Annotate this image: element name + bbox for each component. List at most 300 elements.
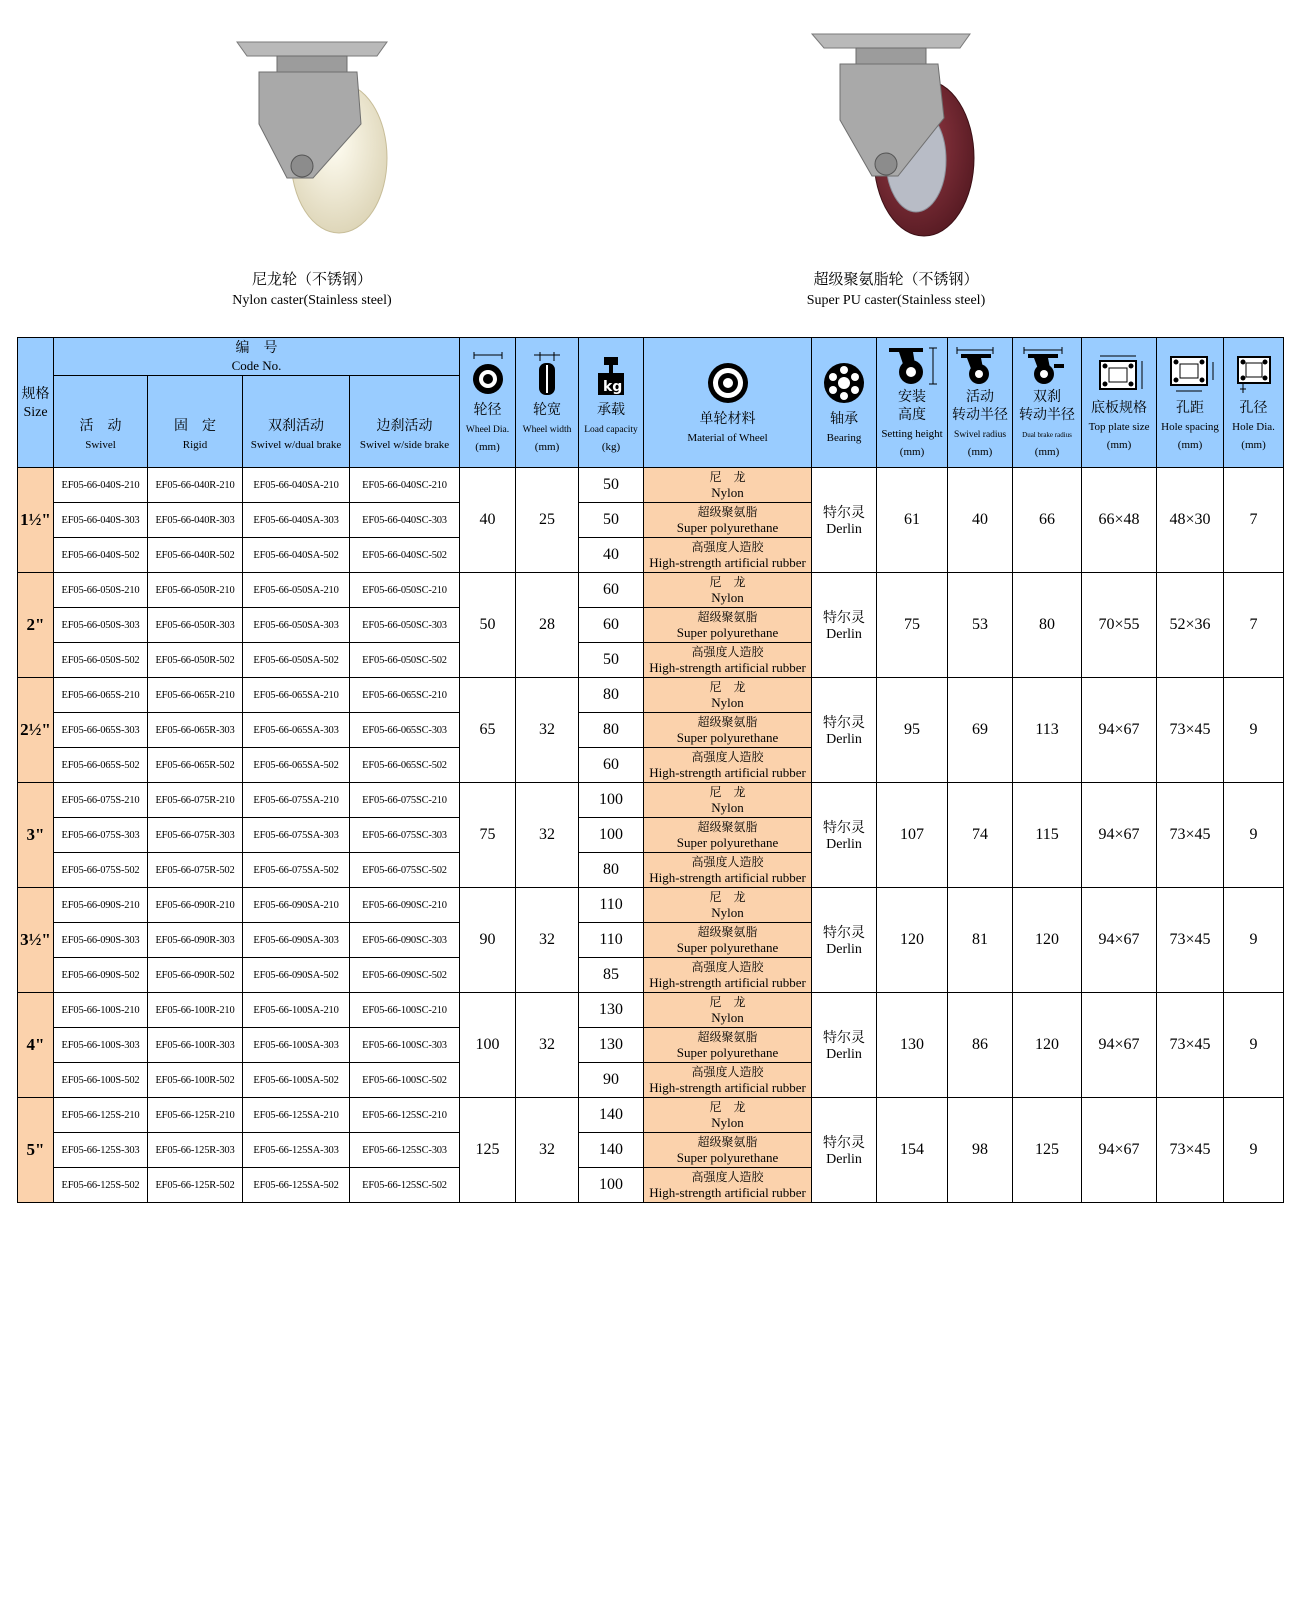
dual-brake-radius-unit: (mm) xyxy=(1034,445,1060,458)
wheel-dia-value: 100 xyxy=(460,993,516,1098)
code-side-brake: EF05-66-065SC-303 xyxy=(350,713,460,748)
table-row xyxy=(18,783,1284,818)
code-rigid: EF05-66-090R-502 xyxy=(148,958,243,993)
code-swivel: EF05-66-090S-502 xyxy=(54,958,148,993)
load-value: 80 xyxy=(579,853,644,888)
setting-height-icon xyxy=(885,346,939,386)
size-cell: 5" xyxy=(18,1098,54,1203)
bearing-en: Derlin xyxy=(826,627,862,642)
material-cn: 超级聚氨脂 xyxy=(697,610,758,624)
wheel-dia-unit: (mm) xyxy=(475,440,500,453)
hole-spacing-icon xyxy=(1163,353,1217,395)
code-rigid: EF05-66-065R-210 xyxy=(148,678,243,713)
setting-height-value: 120 xyxy=(877,888,948,993)
code-dual-brake: EF05-66-100SA-502 xyxy=(243,1063,350,1098)
code-dual-brake: EF05-66-040SA-210 xyxy=(243,468,350,503)
bearing-cell xyxy=(812,678,877,783)
load-value: 100 xyxy=(579,818,644,853)
code-dual-brake: EF05-66-040SA-502 xyxy=(243,538,350,573)
code-swivel: EF05-66-075S-303 xyxy=(54,818,148,853)
load-value: 90 xyxy=(579,1063,644,1098)
header-size-en: Size xyxy=(23,404,48,420)
hole-spacing-value: 73×45 xyxy=(1157,678,1224,783)
spec-body xyxy=(18,468,1284,1203)
bearing-cn: 特尔灵 xyxy=(823,1135,866,1151)
wheel-dia-value: 40 xyxy=(460,468,516,573)
material-cn: 超级聚氨脂 xyxy=(697,1135,758,1149)
code-swivel: EF05-66-050S-303 xyxy=(54,608,148,643)
dual-brake-radius-value: 120 xyxy=(1013,888,1082,993)
top-plate-value: 94×67 xyxy=(1082,888,1157,993)
bearing-cn: 特尔灵 xyxy=(823,1030,866,1046)
header-code-cn: 编 号 xyxy=(235,339,278,356)
material-en: High-strength artificial rubber xyxy=(649,765,806,780)
code-rigid: EF05-66-100R-210 xyxy=(148,993,243,1028)
code-swivel: EF05-66-040S-303 xyxy=(54,503,148,538)
code-side-brake: EF05-66-065SC-502 xyxy=(350,748,460,783)
code-side-brake: EF05-66-100SC-502 xyxy=(350,1063,460,1098)
code-dual-brake: EF05-66-125SA-210 xyxy=(243,1098,350,1133)
size-cell: 3" xyxy=(18,783,54,888)
top-plate-value: 94×67 xyxy=(1082,993,1157,1098)
material-cell xyxy=(644,958,812,993)
load-value: 110 xyxy=(579,923,644,958)
material-cn: 超级聚氨脂 xyxy=(697,1030,758,1044)
load-value: 130 xyxy=(579,1028,644,1063)
load-value: 60 xyxy=(579,748,644,783)
code-rigid: EF05-66-050R-210 xyxy=(148,573,243,608)
code-side-brake: EF05-66-050SC-303 xyxy=(350,608,460,643)
swivel-radius-cn2: 转动半径 xyxy=(952,406,1009,423)
nylon-title-en: Nylon caster(Stainless steel) xyxy=(232,293,392,308)
wheel-dia-icon xyxy=(471,351,505,397)
header-dual-brake xyxy=(243,376,350,468)
table-row xyxy=(18,1098,1284,1133)
material-cell xyxy=(644,468,812,503)
code-rigid: EF05-66-090R-303 xyxy=(148,923,243,958)
swivel-cn: 活 动 xyxy=(79,418,122,434)
load-value: 110 xyxy=(579,888,644,923)
material-cn: 尼 龙 xyxy=(709,785,746,799)
material-cn: 单轮材料 xyxy=(699,410,756,427)
code-dual-brake: EF05-66-040SA-303 xyxy=(243,503,350,538)
load-value: 60 xyxy=(579,573,644,608)
top-plate-cn: 底板规格 xyxy=(1091,399,1148,416)
load-value: 40 xyxy=(579,538,644,573)
wheel-dia-value: 65 xyxy=(460,678,516,783)
load-value: 50 xyxy=(579,643,644,678)
setting-height-value: 107 xyxy=(877,783,948,888)
material-en: Nylon xyxy=(711,590,744,605)
header-top-plate xyxy=(1082,338,1157,468)
pu-title-cn: 超级聚氨脂轮（不锈钢） xyxy=(813,270,979,288)
material-cell xyxy=(644,1028,812,1063)
table-row xyxy=(18,468,1284,503)
code-dual-brake: EF05-66-065SA-502 xyxy=(243,748,350,783)
load-value: 80 xyxy=(579,713,644,748)
swivel-radius-value: 98 xyxy=(948,1098,1013,1203)
size-cell: 1½" xyxy=(18,468,54,573)
top-plate-value: 94×67 xyxy=(1082,1098,1157,1203)
code-swivel: EF05-66-065S-210 xyxy=(54,678,148,713)
material-cn: 高强度人造胶 xyxy=(691,750,764,764)
bearing-cn: 特尔灵 xyxy=(823,820,866,836)
code-side-brake: EF05-66-090SC-210 xyxy=(350,888,460,923)
top-plate-unit: (mm) xyxy=(1106,438,1132,451)
swivel-radius-icon xyxy=(953,346,1007,386)
hole-dia-value: 9 xyxy=(1224,993,1284,1098)
top-plate-value: 94×67 xyxy=(1082,678,1157,783)
hole-dia-value: 9 xyxy=(1224,1098,1284,1203)
code-side-brake: EF05-66-100SC-210 xyxy=(350,993,460,1028)
hole-dia-icon xyxy=(1232,353,1276,395)
code-rigid: EF05-66-040R-502 xyxy=(148,538,243,573)
code-side-brake: EF05-66-100SC-303 xyxy=(350,1028,460,1063)
material-cn: 超级聚氨脂 xyxy=(697,925,758,939)
load-value: 140 xyxy=(579,1133,644,1168)
size-cell: 2½" xyxy=(18,678,54,783)
material-en: High-strength artificial rubber xyxy=(649,975,806,990)
code-side-brake: EF05-66-040SC-502 xyxy=(350,538,460,573)
load-value: 50 xyxy=(579,468,644,503)
setting-height-value: 154 xyxy=(877,1098,948,1203)
load-value: 85 xyxy=(579,958,644,993)
header-rigid xyxy=(148,376,243,468)
bearing-cn: 特尔灵 xyxy=(823,715,866,731)
load-value: 100 xyxy=(579,783,644,818)
code-swivel: EF05-66-040S-502 xyxy=(54,538,148,573)
code-rigid: EF05-66-100R-303 xyxy=(148,1028,243,1063)
code-dual-brake: EF05-66-090SA-303 xyxy=(243,923,350,958)
code-swivel: EF05-66-050S-210 xyxy=(54,573,148,608)
pu-title-en: Super PU caster(Stainless steel) xyxy=(806,293,986,308)
side-brake-cn: 边刹活动 xyxy=(376,418,433,434)
code-rigid: EF05-66-100R-502 xyxy=(148,1063,243,1098)
swivel-radius-unit: (mm) xyxy=(967,445,993,458)
header-code-group xyxy=(54,338,460,376)
wheel-dia-en: Wheel Dia. xyxy=(465,424,510,435)
swivel-radius-en: Swivel radius xyxy=(954,429,1007,440)
header-load xyxy=(579,338,644,468)
swivel-radius-cn1: 活动 xyxy=(966,388,995,405)
material-cell xyxy=(644,608,812,643)
material-cn: 尼 龙 xyxy=(709,995,746,1009)
code-rigid: EF05-66-125R-502 xyxy=(148,1168,243,1203)
code-rigid: EF05-66-075R-502 xyxy=(148,853,243,888)
header-wheel-dia xyxy=(460,338,516,468)
code-side-brake: EF05-66-125SC-210 xyxy=(350,1098,460,1133)
load-value: 140 xyxy=(579,1098,644,1133)
code-swivel: EF05-66-125S-210 xyxy=(54,1098,148,1133)
material-cn: 尼 龙 xyxy=(709,470,746,484)
hole-spacing-value: 73×45 xyxy=(1157,783,1224,888)
material-en: High-strength artificial rubber xyxy=(649,1080,806,1095)
swivel-en: Swivel xyxy=(85,439,116,451)
swivel-radius-value: 81 xyxy=(948,888,1013,993)
material-cn: 高强度人造胶 xyxy=(691,960,764,974)
material-cn: 超级聚氨脂 xyxy=(697,505,758,519)
material-en: Material of Wheel xyxy=(687,431,768,444)
material-en: Nylon xyxy=(711,905,744,920)
material-cn: 高强度人造胶 xyxy=(691,855,764,869)
wheel-width-value: 25 xyxy=(516,468,579,573)
setting-height-cn2: 高度 xyxy=(898,406,927,423)
code-rigid: EF05-66-125R-303 xyxy=(148,1133,243,1168)
code-swivel: EF05-66-065S-502 xyxy=(54,748,148,783)
dual-brake-cn: 双刹活动 xyxy=(268,418,324,434)
wheel-width-icon xyxy=(530,351,564,397)
material-cn: 尼 龙 xyxy=(709,1100,746,1114)
header-swivel xyxy=(54,376,148,468)
material-cell xyxy=(644,573,812,608)
code-dual-brake: EF05-66-065SA-210 xyxy=(243,678,350,713)
material-en: High-strength artificial rubber xyxy=(649,555,806,570)
dual-brake-radius-cn2: 转动半径 xyxy=(1019,406,1076,423)
dual-brake-en: Swivel w/dual brake xyxy=(250,439,342,451)
header-side-brake xyxy=(350,376,460,468)
size-cell: 2" xyxy=(18,573,54,678)
wheel-width-value: 32 xyxy=(516,888,579,993)
material-en: Nylon xyxy=(711,800,744,815)
dual-brake-radius-value: 125 xyxy=(1013,1098,1082,1203)
material-cell xyxy=(644,1098,812,1133)
code-dual-brake: EF05-66-050SA-210 xyxy=(243,573,350,608)
code-side-brake: EF05-66-040SC-210 xyxy=(350,468,460,503)
setting-height-value: 61 xyxy=(877,468,948,573)
code-dual-brake: EF05-66-075SA-502 xyxy=(243,853,350,888)
material-cn: 高强度人造胶 xyxy=(691,1065,764,1079)
bearing-cell xyxy=(812,993,877,1098)
material-en: Super polyurethane xyxy=(676,625,779,640)
top-plate-en: Top plate size xyxy=(1088,420,1150,433)
hole-dia-en: Hole Dia. xyxy=(1232,420,1275,433)
bearing-icon xyxy=(821,360,867,406)
wheel-dia-value: 90 xyxy=(460,888,516,993)
code-side-brake: EF05-66-090SC-502 xyxy=(350,958,460,993)
code-dual-brake: EF05-66-125SA-502 xyxy=(243,1168,350,1203)
hole-spacing-value: 73×45 xyxy=(1157,993,1224,1098)
header-size-cn: 规格 xyxy=(21,385,50,402)
bearing-cn: 特尔灵 xyxy=(823,610,866,626)
code-side-brake: EF05-66-065SC-210 xyxy=(350,678,460,713)
wheel-width-value: 32 xyxy=(516,783,579,888)
nylon-caster-photo xyxy=(102,28,522,248)
swivel-radius-value: 86 xyxy=(948,993,1013,1098)
code-rigid: EF05-66-065R-502 xyxy=(148,748,243,783)
swivel-radius-value: 53 xyxy=(948,573,1013,678)
wheel-material-icon xyxy=(705,360,751,406)
rigid-cn: 固 定 xyxy=(174,418,216,434)
code-swivel: EF05-66-125S-502 xyxy=(54,1168,148,1203)
wheel-width-value: 32 xyxy=(516,993,579,1098)
header-hole-spacing xyxy=(1157,338,1224,468)
code-side-brake: EF05-66-125SC-303 xyxy=(350,1133,460,1168)
material-cn: 尼 龙 xyxy=(709,680,746,694)
hole-dia-unit: (mm) xyxy=(1241,438,1266,451)
wheel-width-value: 32 xyxy=(516,678,579,783)
wheel-width-en: Wheel width xyxy=(522,424,572,435)
code-side-brake: EF05-66-040SC-303 xyxy=(350,503,460,538)
code-dual-brake: EF05-66-090SA-502 xyxy=(243,958,350,993)
top-plate-icon xyxy=(1092,353,1146,395)
load-value: 100 xyxy=(579,1168,644,1203)
swivel-radius-value: 74 xyxy=(948,783,1013,888)
code-dual-brake: EF05-66-050SA-502 xyxy=(243,643,350,678)
header-size xyxy=(18,338,54,468)
dual-brake-radius-value: 113 xyxy=(1013,678,1082,783)
bearing-cell xyxy=(812,783,877,888)
code-rigid: EF05-66-040R-303 xyxy=(148,503,243,538)
material-cn: 超级聚氨脂 xyxy=(697,820,758,834)
bearing-en: Derlin xyxy=(826,732,862,747)
code-side-brake: EF05-66-050SC-502 xyxy=(350,643,460,678)
bearing-en: Bearing xyxy=(826,431,862,444)
bearing-cn: 特尔灵 xyxy=(823,505,866,521)
wheel-dia-value: 125 xyxy=(460,1098,516,1203)
header-hole-dia xyxy=(1224,338,1284,468)
code-swivel: EF05-66-050S-502 xyxy=(54,643,148,678)
material-en: Nylon xyxy=(711,695,744,710)
bearing-en: Derlin xyxy=(826,942,862,957)
material-en: Super polyurethane xyxy=(676,940,779,955)
load-unit: (kg) xyxy=(601,440,621,453)
material-cell xyxy=(644,1063,812,1098)
material-en: Nylon xyxy=(711,485,744,500)
material-en: Nylon xyxy=(711,1010,744,1025)
code-swivel: EF05-66-090S-303 xyxy=(54,923,148,958)
spec-table xyxy=(17,337,1284,1203)
dual-brake-radius-value: 80 xyxy=(1013,573,1082,678)
material-cell xyxy=(644,853,812,888)
setting-height-cn1: 安装 xyxy=(898,388,927,405)
code-rigid: EF05-66-065R-303 xyxy=(148,713,243,748)
code-rigid: EF05-66-050R-502 xyxy=(148,643,243,678)
bearing-cn: 轴承 xyxy=(830,410,859,427)
swivel-radius-value: 69 xyxy=(948,678,1013,783)
code-swivel: EF05-66-100S-303 xyxy=(54,1028,148,1063)
dual-brake-radius-icon xyxy=(1020,346,1074,386)
wheel-width-value: 28 xyxy=(516,573,579,678)
material-en: High-strength artificial rubber xyxy=(649,870,806,885)
dual-brake-radius-en: Dual brake radius xyxy=(1022,430,1072,439)
code-dual-brake: EF05-66-100SA-210 xyxy=(243,993,350,1028)
size-cell: 3½" xyxy=(18,888,54,993)
material-en: Super polyurethane xyxy=(676,1150,779,1165)
wheel-dia-value: 75 xyxy=(460,783,516,888)
header-setting-height xyxy=(877,338,948,468)
code-swivel: EF05-66-075S-210 xyxy=(54,783,148,818)
material-cn: 尼 龙 xyxy=(709,890,746,904)
hole-dia-value: 9 xyxy=(1224,678,1284,783)
table-row xyxy=(18,678,1284,713)
code-dual-brake: EF05-66-125SA-303 xyxy=(243,1133,350,1168)
code-rigid: EF05-66-125R-210 xyxy=(148,1098,243,1133)
material-en: High-strength artificial rubber xyxy=(649,1185,806,1200)
code-rigid: EF05-66-050R-303 xyxy=(148,608,243,643)
material-cell xyxy=(644,538,812,573)
bearing-cn: 特尔灵 xyxy=(823,925,866,941)
swivel-radius-value: 40 xyxy=(948,468,1013,573)
code-side-brake: EF05-66-075SC-303 xyxy=(350,818,460,853)
material-cell xyxy=(644,503,812,538)
header-code-en: Code No. xyxy=(231,357,282,373)
bearing-cell xyxy=(812,573,877,678)
rigid-en: Rigid xyxy=(182,439,208,451)
code-side-brake: EF05-66-050SC-210 xyxy=(350,573,460,608)
code-swivel: EF05-66-075S-502 xyxy=(54,853,148,888)
code-side-brake: EF05-66-125SC-502 xyxy=(350,1168,460,1203)
material-cn: 高强度人造胶 xyxy=(691,540,764,554)
hole-spacing-value: 73×45 xyxy=(1157,888,1224,993)
table-row xyxy=(18,573,1284,608)
material-en: Super polyurethane xyxy=(676,520,779,535)
load-cn: 承载 xyxy=(597,401,626,418)
side-brake-en: Swivel w/side brake xyxy=(359,439,450,451)
hole-dia-value: 7 xyxy=(1224,573,1284,678)
hole-spacing-value: 73×45 xyxy=(1157,1098,1224,1203)
header-swivel-radius xyxy=(948,338,1013,468)
wheel-dia-cn: 轮径 xyxy=(473,401,502,418)
wheel-width-value: 32 xyxy=(516,1098,579,1203)
product-nylon xyxy=(102,28,522,309)
svg-text:kg: kg xyxy=(603,378,623,395)
setting-height-value: 95 xyxy=(877,678,948,783)
material-en: High-strength artificial rubber xyxy=(649,660,806,675)
load-value: 130 xyxy=(579,993,644,1028)
size-cell: 4" xyxy=(18,993,54,1098)
load-en: Load capacity xyxy=(584,424,638,435)
load-value: 60 xyxy=(579,608,644,643)
code-rigid: EF05-66-075R-303 xyxy=(148,818,243,853)
setting-height-value: 75 xyxy=(877,573,948,678)
code-side-brake: EF05-66-090SC-303 xyxy=(350,923,460,958)
load-value: 50 xyxy=(579,503,644,538)
code-dual-brake: EF05-66-075SA-210 xyxy=(243,783,350,818)
material-cell xyxy=(644,993,812,1028)
material-cell xyxy=(644,713,812,748)
dual-brake-radius-value: 120 xyxy=(1013,993,1082,1098)
header-bearing xyxy=(812,338,877,468)
code-swivel: EF05-66-065S-303 xyxy=(54,713,148,748)
top-plate-value: 94×67 xyxy=(1082,783,1157,888)
load-value: 80 xyxy=(579,678,644,713)
wheel-dia-value: 50 xyxy=(460,573,516,678)
code-swivel: EF05-66-090S-210 xyxy=(54,888,148,923)
material-cn: 超级聚氨脂 xyxy=(697,715,758,729)
wheel-width-unit: (mm) xyxy=(534,440,560,453)
header-material xyxy=(644,338,812,468)
material-en: Super polyurethane xyxy=(676,835,779,850)
material-cell xyxy=(644,678,812,713)
bearing-en: Derlin xyxy=(826,837,862,852)
hole-dia-cn: 孔径 xyxy=(1239,399,1268,416)
header-wheel-width xyxy=(516,338,579,468)
code-side-brake: EF05-66-075SC-502 xyxy=(350,853,460,888)
hole-spacing-value: 52×36 xyxy=(1157,573,1224,678)
hole-dia-value: 7 xyxy=(1224,468,1284,573)
code-swivel: EF05-66-100S-210 xyxy=(54,993,148,1028)
material-cell xyxy=(644,818,812,853)
code-dual-brake: EF05-66-065SA-303 xyxy=(243,713,350,748)
bearing-en: Derlin xyxy=(826,1047,862,1062)
product-pu xyxy=(686,28,1106,309)
code-dual-brake: EF05-66-100SA-303 xyxy=(243,1028,350,1063)
code-dual-brake: EF05-66-075SA-303 xyxy=(243,818,350,853)
hole-dia-value: 9 xyxy=(1224,888,1284,993)
table-row xyxy=(18,993,1284,1028)
dual-brake-radius-cn1: 双刹 xyxy=(1033,388,1062,405)
bearing-cell xyxy=(812,1098,877,1203)
